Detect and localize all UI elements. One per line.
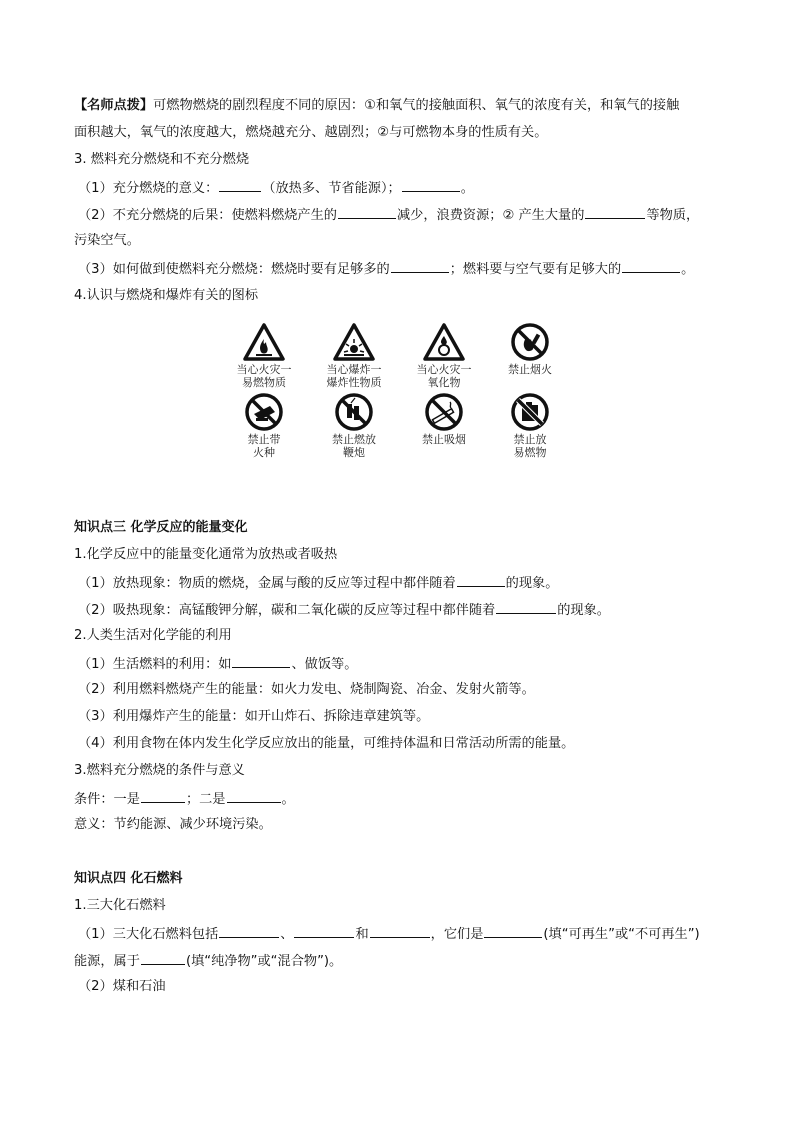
- kp3-topic-2-item-4: （4）利用食物在体内发生化学反应放出的能量，可维持体温和日常活动所需的能量。: [78, 736, 575, 751]
- fill-blank[interactable]: [496, 599, 556, 614]
- section-3-item-3: （3）如何做到使燃料充分燃烧：燃烧时要有足够多的 ；燃料要与空气要有足够大的 。: [78, 258, 728, 280]
- fill-blank[interactable]: [370, 923, 430, 938]
- sign-caption: 禁止放 易燃物: [513, 433, 547, 459]
- flammable-fire-icon: [242, 322, 286, 362]
- sign-no-smoking: [408, 392, 480, 446]
- fill-blank[interactable]: [622, 258, 680, 273]
- sign-no-fire: [494, 322, 566, 376]
- sign-caption: 当心火灾一 易燃物质: [236, 363, 292, 389]
- sign-caption: 禁止带 火种: [247, 433, 281, 459]
- no-smoking-icon: [422, 392, 466, 432]
- sign-caption: 禁止烟火: [508, 363, 552, 376]
- explosive-icon: [332, 322, 376, 362]
- section-3-item-1: （1）充分燃烧的意义： （放热多、节省能源）； 。: [78, 177, 728, 199]
- sign-no-kindling: [228, 392, 300, 459]
- fill-blank[interactable]: [391, 258, 449, 273]
- kp3-topic-1: 1.化学反应中的能量变化通常为放热或者吸热: [74, 547, 338, 562]
- kp3-topic-2-item-3: （3）利用爆炸产生的能量：如开山炸石、拆除违章建筑等。: [78, 709, 430, 724]
- knowledge-point-4-heading: 知识点四 化石燃料: [74, 871, 183, 886]
- sign-caption: 当心火灾一 氧化物: [416, 363, 472, 389]
- kp4-topic-1-item-2: （2）煤和石油: [78, 979, 166, 994]
- sign-no-flammables: [494, 392, 566, 459]
- kp3-conditions: 条件：一是 ；二是 。: [74, 788, 724, 810]
- section-3-title: 3. 燃料充分燃烧和不充分燃烧: [74, 152, 250, 167]
- section-3-item-2-cont: 污染空气。: [74, 233, 140, 248]
- kp3-topic-2-item-2: （2）利用燃料燃烧产生的能量：如火力发电、烧制陶瓷、冶金、发射火箭等。: [78, 682, 535, 697]
- fill-blank[interactable]: [219, 923, 279, 938]
- fill-blank[interactable]: [402, 177, 460, 192]
- sign-no-firecrackers: [318, 392, 390, 459]
- kp3-topic-3: 3.燃料充分燃烧的条件与意义: [74, 763, 245, 778]
- no-flammables-icon: [508, 392, 552, 432]
- fill-blank[interactable]: [227, 788, 281, 803]
- kp4-topic-1-item-1-cont: 能源，属于 (填“纯净物”或“混合物”)。: [74, 950, 724, 972]
- fill-blank[interactable]: [585, 204, 645, 219]
- kp3-topic-1-item-2: （2）吸热现象：高锰酸钾分解，碳和二氧化碳的反应等过程中都伴随着 的现象。: [78, 599, 728, 621]
- fill-blank[interactable]: [141, 950, 185, 965]
- sign-caption: 禁止燃放 鞭炮: [332, 433, 376, 459]
- fill-blank[interactable]: [484, 923, 542, 938]
- oxidizer-icon: [422, 322, 466, 362]
- sign-explosive: [318, 322, 390, 389]
- sign-caption: 禁止吸烟: [422, 433, 466, 446]
- kp3-topic-2-item-1: （1）生活燃料的利用：如 、做饭等。: [78, 653, 728, 675]
- sign-flammable: [228, 322, 300, 389]
- sign-caption: 当心爆炸一 爆炸性物质: [326, 363, 382, 389]
- no-firecrackers-icon: [332, 392, 376, 432]
- teacher-note-line-1: 【名师点拨】可燃物燃烧的剧烈程度不同的原因：①和氧气的接触面积、氧气的浓度有关，和氧气的接触: [74, 98, 680, 113]
- kp3-meaning: 意义：节约能源、减少环境污染。: [74, 817, 272, 832]
- fill-blank[interactable]: [338, 204, 396, 219]
- section-4-title: 4.认识与燃烧和爆炸有关的图标: [74, 288, 259, 303]
- teacher-note-tag: 【名师点拨】: [74, 98, 154, 113]
- fill-blank[interactable]: [232, 653, 290, 668]
- kp3-topic-2: 2.人类生活对化学能的利用: [74, 628, 232, 643]
- safety-signs-grid: [238, 322, 568, 472]
- no-kindling-icon: [242, 392, 286, 432]
- no-fire-icon: [508, 322, 552, 362]
- fill-blank[interactable]: [141, 788, 185, 803]
- fill-blank[interactable]: [457, 572, 505, 587]
- sign-oxidizer: [408, 322, 480, 389]
- fill-blank[interactable]: [294, 923, 354, 938]
- teacher-note-line-2: 面积越大，氧气的浓度越大，燃烧越充分、越剧烈；②与可燃物本身的性质有关。: [74, 125, 548, 140]
- kp3-topic-1-item-1: （1）放热现象：物质的燃烧，金属与酸的反应等过程中都伴随着 的现象。: [78, 572, 728, 594]
- knowledge-point-3-heading: 知识点三 化学反应的能量变化: [74, 520, 248, 535]
- fill-blank[interactable]: [219, 177, 261, 192]
- section-3-item-2: （2）不充分燃烧的后果：使燃料燃烧产生的 减少，浪费资源；② 产生大量的 等物质，: [78, 204, 728, 226]
- kp4-topic-1: 1.三大化石燃料: [74, 898, 166, 913]
- kp4-topic-1-item-1: （1）三大化石燃料包括 、 和 ，它们是 (填“可再生”或“不可再生”): [78, 923, 728, 945]
